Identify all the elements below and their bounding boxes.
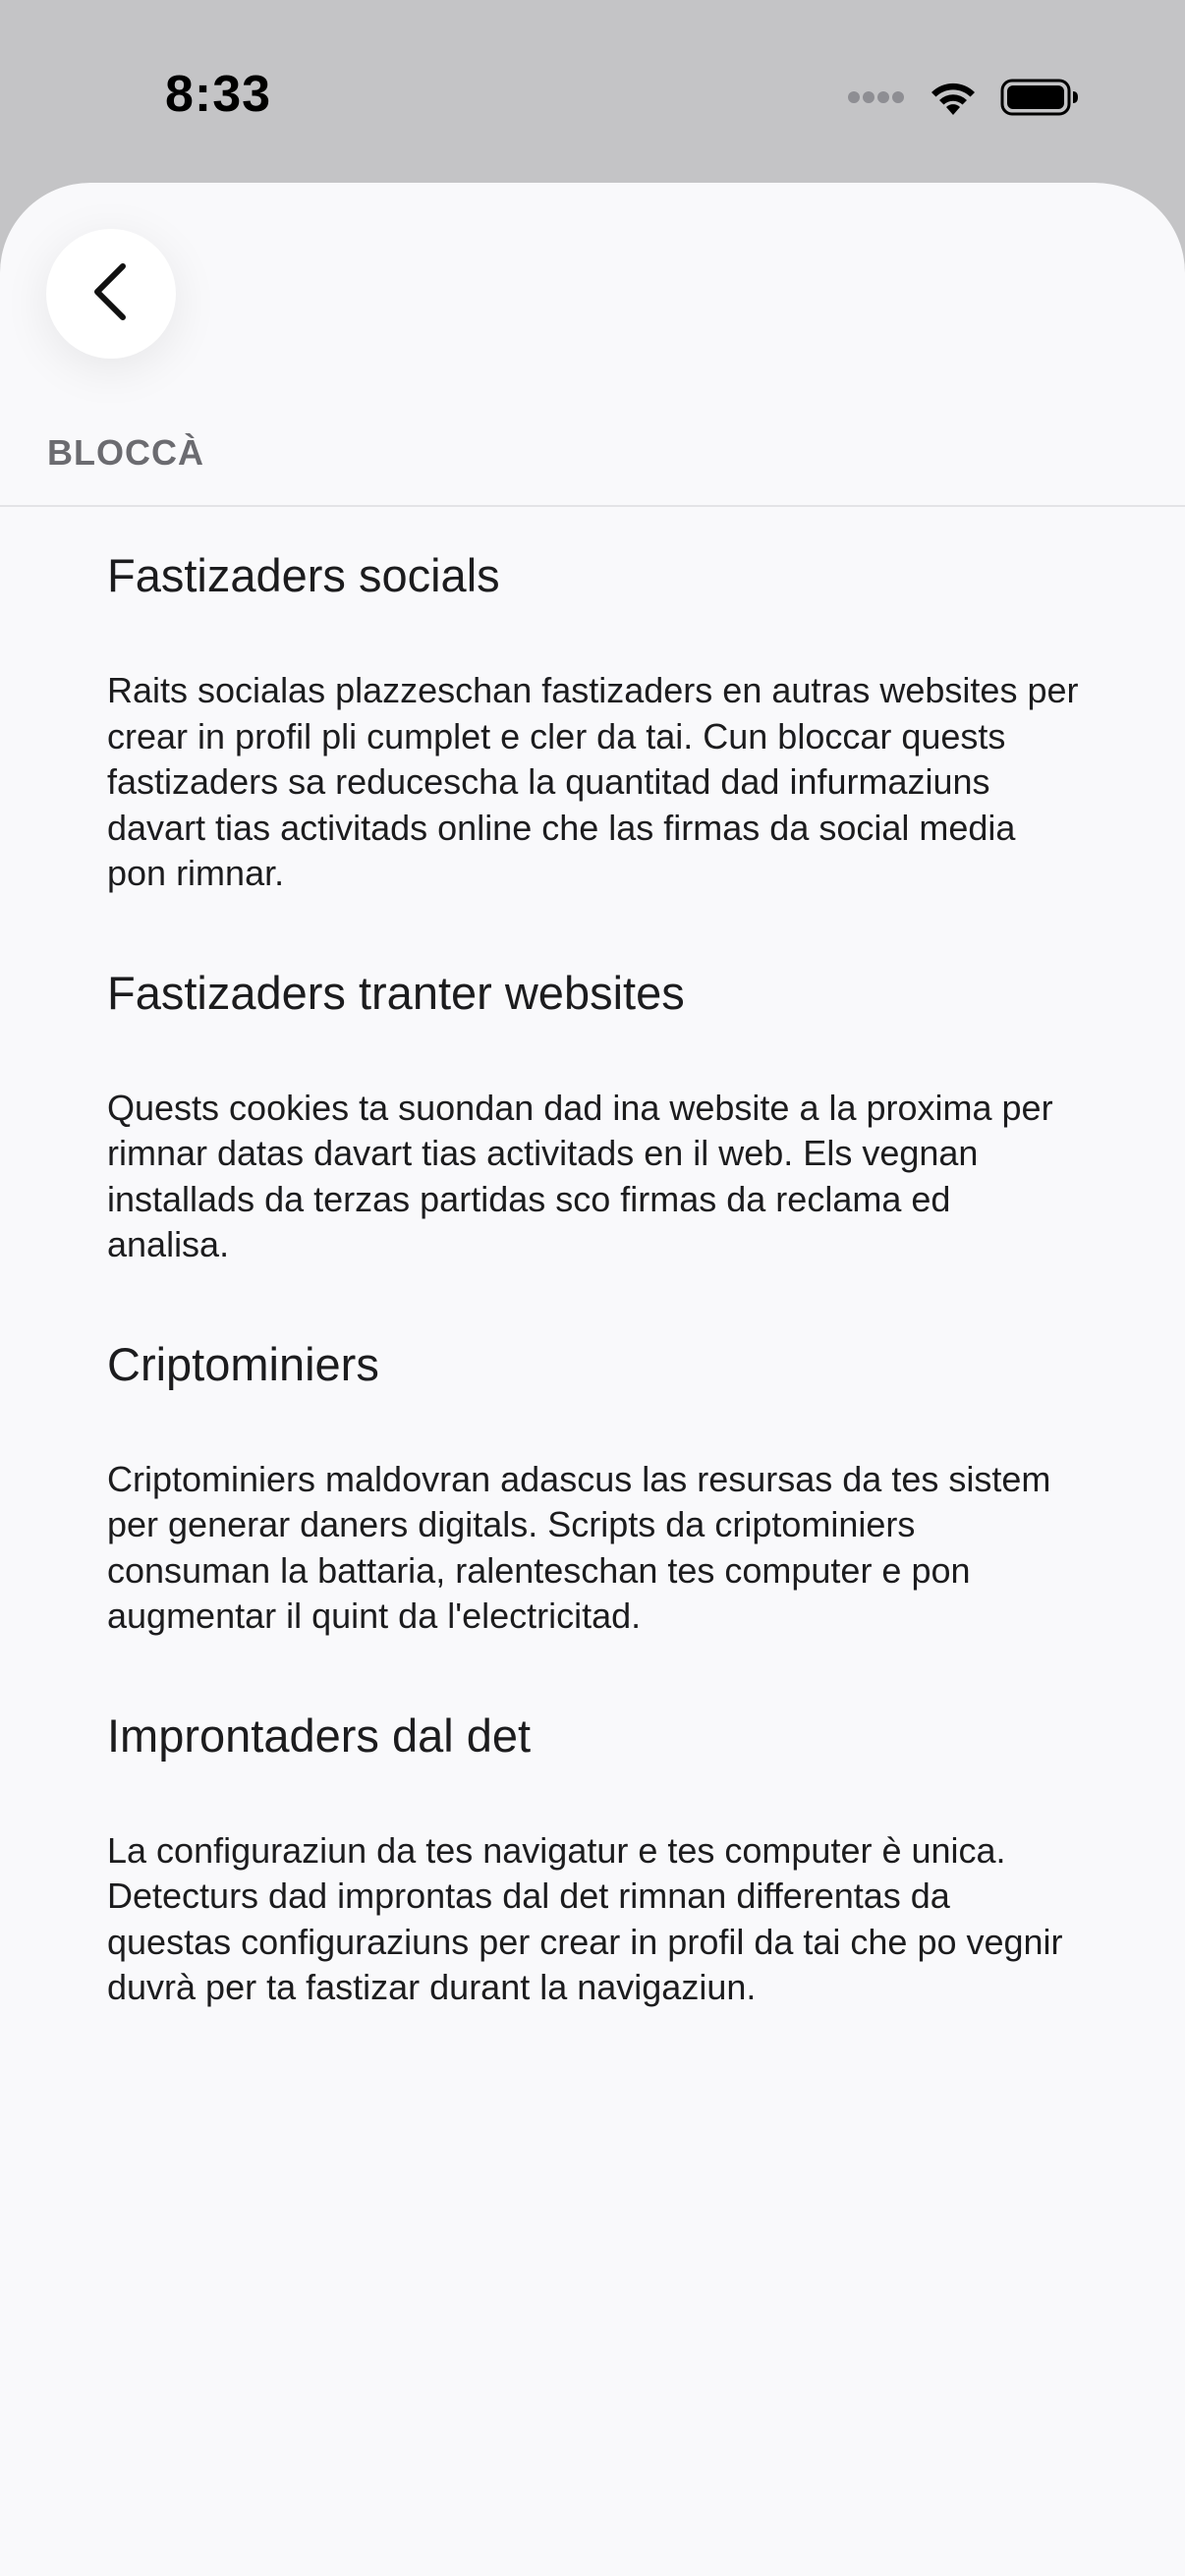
item-description: Criptominiers maldovran adascus las resursas da tes sistem per generar daners digitals. Scripts da criptominiers consuman la battaria, ralenteschan tes computer e pon augmentar il quint da l'electricitad. [107, 1458, 1051, 1636]
back-button[interactable] [46, 229, 176, 359]
list-item [107, 1707, 1080, 2011]
status-bar [0, 0, 1185, 187]
chevron-left-icon [89, 262, 133, 326]
item-title: Criptominiers [107, 1337, 379, 1390]
bottom-sheet [0, 183, 1185, 2576]
list-item [107, 964, 1080, 1268]
item-title: Improntaders dal det [107, 1708, 532, 1762]
item-description: La configuraziun da tes navigatur e tes computer è unica. Detecturs dad improntas dal det rimnan differentas da questas configuraziuns per crear in profil da tai che po vegnir duvrà per ta fastizar durant la navigaziun. [107, 1829, 1063, 2007]
divider [0, 505, 1185, 507]
item-title: Fastizaders socials [107, 549, 500, 601]
wifi-icon [928, 78, 979, 117]
item-title: Fastizaders tranter websites [107, 966, 685, 1019]
signal-dots-icon [847, 90, 906, 104]
battery-icon [1000, 78, 1079, 117]
item-description: Raits socialas plazzeschan fastizaders en autras websites per crear in profil pli cumplet e cler da tai. Cun bloccar quests fastizaders sa reducescha la quantitad dad infurmaziuns davart tias activitads online che las firmas da social media pon rimnar. [107, 670, 1079, 893]
status-icons [847, 73, 1079, 122]
section-label: BLOCCÀ [47, 432, 204, 473]
list-item [107, 546, 1080, 897]
list-item [107, 1335, 1080, 1640]
status-time: 8:33 [165, 66, 272, 123]
item-description: Quests cookies ta suondan dad ina website a la proxima per rimnar datas davart tias activitads en il web. Els vegnan installads da terzas partidas sco firmas da reclama ed analisa. [107, 1087, 1053, 1264]
tracker-list [107, 546, 1080, 2078]
